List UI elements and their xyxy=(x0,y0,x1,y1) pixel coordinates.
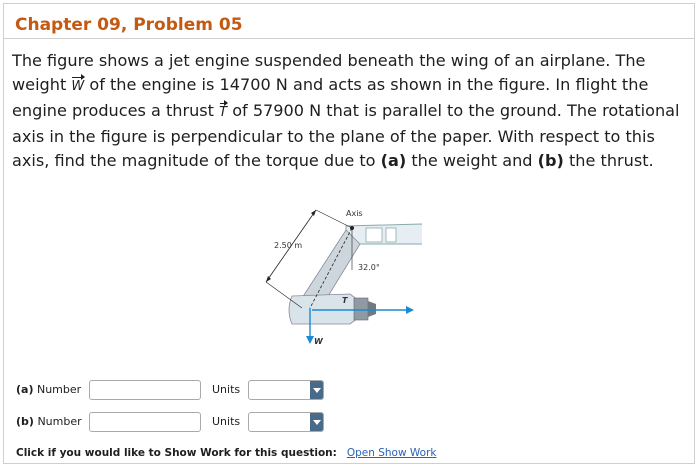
axis-point xyxy=(350,226,354,230)
page-title: Chapter 09, Problem 05 xyxy=(15,15,243,35)
panel-header xyxy=(3,3,695,39)
number-input-a[interactable] xyxy=(89,380,201,400)
show-work-prompt: Click if you would like to Show Work for this question: xyxy=(16,447,337,459)
chevron-down-icon[interactable] xyxy=(310,413,323,431)
engine-exhaust xyxy=(354,298,368,320)
distance-label: 2.50 m xyxy=(274,241,303,250)
units-label-a: Units xyxy=(212,383,241,396)
number-input-b[interactable] xyxy=(89,412,201,432)
jet-engine-figure xyxy=(262,204,422,350)
weight-vector-symbol: W xyxy=(71,79,85,94)
units-select-b[interactable] xyxy=(248,412,324,432)
thrust-label: T xyxy=(342,296,348,305)
thrust-vector-symbol: T xyxy=(219,105,228,120)
show-work-footer xyxy=(16,447,436,459)
units-label-b: Units xyxy=(212,415,241,428)
weight-label: W xyxy=(314,337,323,346)
chevron-down-icon[interactable] xyxy=(310,381,323,399)
axis-label: Axis xyxy=(346,209,363,218)
open-show-work-link[interactable]: Open Show Work xyxy=(346,447,437,459)
engine-nacelle xyxy=(289,294,358,324)
problem-text: The figure shows a jet engine suspended beneath the wing of an airplane. The weight W of the engine is 14700 N and acts as shown in the figure. In flight the engine produces a thrust T of 57900 N that is parallel to the ground. The rotational axis in the figure is perpendicular to the plane of the paper. With respect to this axis, find the magnitude of the torque due to (a) the weight and (b) the thrust. xyxy=(12,51,680,170)
wing-slot xyxy=(366,228,382,242)
angle-label: 32.0° xyxy=(358,263,380,272)
units-select-a[interactable] xyxy=(248,380,324,400)
